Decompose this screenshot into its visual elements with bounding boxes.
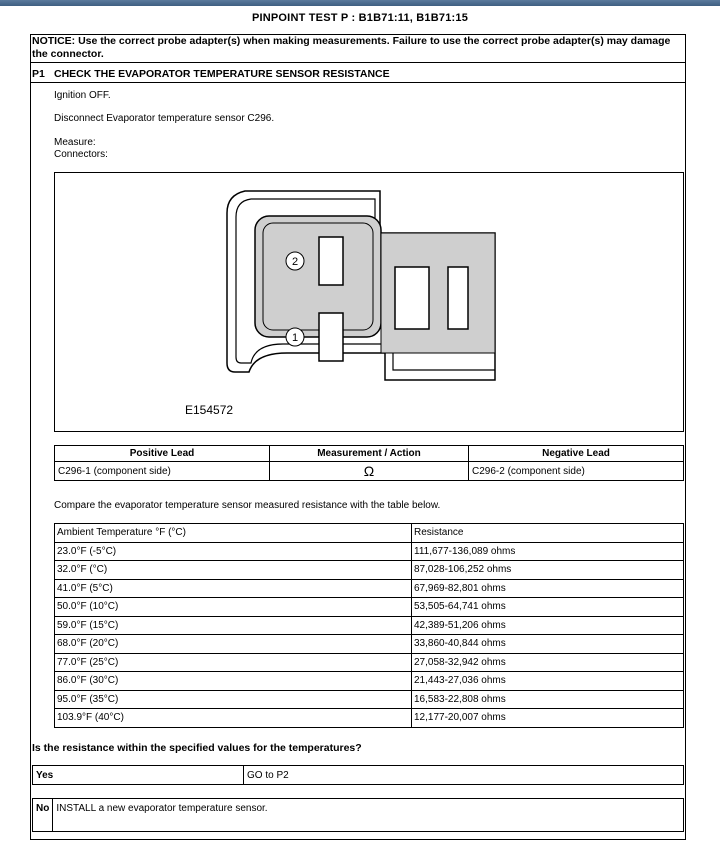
compare-text: Compare the evaporator temperature sensor measured resistance with the table below. [54, 500, 441, 511]
resistance-cell: 67,969-82,801 ohms [412, 579, 684, 598]
table-row [55, 709, 684, 728]
resistance-cell: 87,028-106,252 ohms [412, 561, 684, 580]
positive-lead-value: C296-1 (component side) [55, 462, 270, 481]
resistance-cell: 42,389-51,206 ohms [412, 616, 684, 635]
notice-text: NOTICE: Use the correct probe adapter(s) when making measurements. Failure to use the correct probe adapter(s) may damage the connector. [32, 35, 671, 60]
step-heading [32, 68, 390, 80]
leads-row [55, 462, 684, 481]
temperature-cell: 50.0°F (10°C) [55, 598, 412, 617]
resistance-cell: 53,505-64,741 ohms [412, 598, 684, 617]
temperature-cell: 59.0°F (15°C) [55, 616, 412, 635]
terminal-cavity-2 [319, 237, 343, 285]
temperature-cell: 95.0°F (35°C) [55, 690, 412, 709]
step-title: CHECK THE EVAPORATOR TEMPERATURE SENSOR RESISTANCE [54, 68, 390, 80]
resistance-cell: 33,860-40,844 ohms [412, 635, 684, 654]
header-positive-lead: Positive Lead [55, 446, 270, 462]
table-row [55, 579, 684, 598]
temperature-cell: 23.0°F (-5°C) [55, 542, 412, 561]
table-row [55, 690, 684, 709]
question-text: Is the resistance within the specified values for the temperatures? [32, 742, 362, 754]
latch-slot [448, 267, 468, 329]
resistance-table [54, 523, 684, 728]
header-measurement: Measurement / Action [270, 446, 469, 462]
table-row [55, 672, 684, 691]
leads-table [54, 445, 684, 481]
pin-label-2: 2 [291, 256, 299, 268]
connector-face-inner [263, 223, 373, 330]
header-negative-lead: Negative Lead [469, 446, 684, 462]
temperature-cell: 32.0°F (°C) [55, 561, 412, 580]
ohm-symbol: Ω [270, 462, 469, 481]
pin-label-1: 1 [291, 332, 299, 344]
leads-header-row [55, 446, 684, 462]
header-temperature: Ambient Temperature °F (°C) [55, 524, 412, 543]
resistance-cell: 12,177-20,007 ohms [412, 709, 684, 728]
page-title: PINPOINT TEST P : B1B71:11, B1B71:15 [251, 12, 469, 24]
measure-label: Measure: [54, 137, 96, 148]
temperature-cell: 68.0°F (20°C) [55, 635, 412, 654]
table-row [55, 616, 684, 635]
negative-lead-value: C296-2 (component side) [469, 462, 684, 481]
header-resistance: Resistance [412, 524, 684, 543]
latch-slot [395, 267, 429, 329]
temperature-cell: 77.0°F (25°C) [55, 653, 412, 672]
temperature-cell: 103.9°F (40°C) [55, 709, 412, 728]
step-id: P1 [32, 68, 45, 80]
temperature-cell: 41.0°F (5°C) [55, 579, 412, 598]
yes-action: GO to P2 [244, 766, 684, 785]
divider [30, 62, 686, 63]
table-row [55, 598, 684, 617]
window-top-bar [0, 0, 720, 6]
resistance-cell: 111,677-136,089 ohms [412, 542, 684, 561]
yes-label: Yes [33, 766, 244, 785]
temperature-cell: 86.0°F (30°C) [55, 672, 412, 691]
yes-answer [32, 765, 684, 785]
divider [30, 82, 686, 83]
connector-diagram [55, 173, 683, 431]
no-action: INSTALL a new evaporator temperature sensor. [53, 799, 684, 832]
table-row [55, 542, 684, 561]
figure-code: E154572 [185, 403, 234, 417]
instruction-disconnect: Disconnect Evaporator temperature sensor C296. [54, 113, 275, 124]
resistance-cell: 27,058-32,942 ohms [412, 653, 684, 672]
connector-figure [54, 172, 684, 432]
table-row [55, 561, 684, 580]
no-row [33, 799, 684, 832]
no-label: No [33, 799, 53, 832]
connectors-label: Connectors: [54, 149, 108, 160]
yes-row [33, 766, 684, 785]
resistance-cell: 21,443-27,036 ohms [412, 672, 684, 691]
table-row [55, 653, 684, 672]
terminal-cavity-1 [319, 313, 343, 361]
table-row [55, 635, 684, 654]
resistance-header-row [55, 524, 684, 543]
resistance-cell: 16,583-22,808 ohms [412, 690, 684, 709]
no-answer [32, 798, 684, 832]
instruction-ignition: Ignition OFF. [54, 90, 111, 101]
